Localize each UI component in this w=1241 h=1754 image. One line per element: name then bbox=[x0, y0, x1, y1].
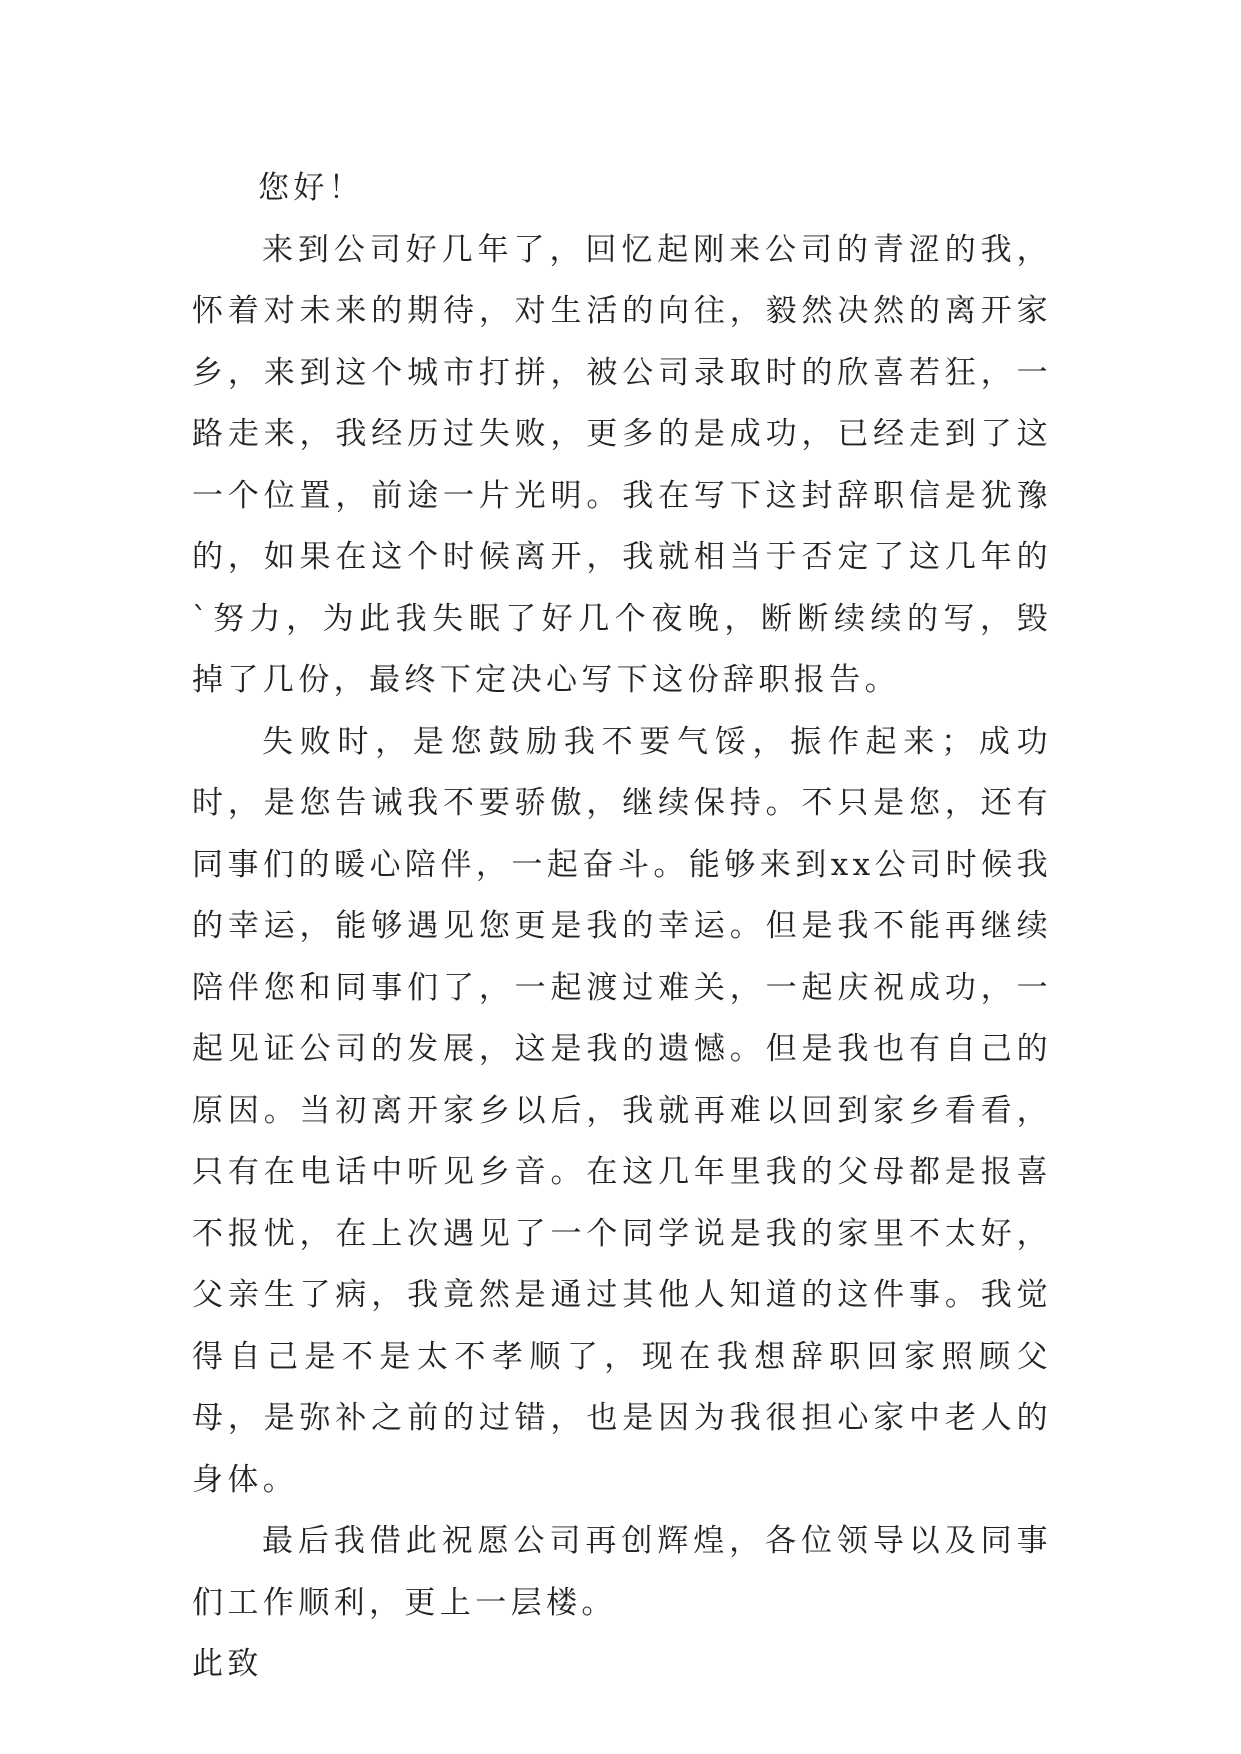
letter-closing: 此致 bbox=[192, 1646, 263, 1682]
letter-paragraph-1: 来到公司好几年了，回忆起刚来公司的青涩的我，怀着对未来的期待，对生活的向往，毅然决然的离开家乡，来到这个城市打拼，被公司录取时的欣喜若狂，一路走来，我经历过失败，更多的是成功，已经走到了这一个位置，前途一片光明。我在写下这封辞职信是犹豫的，如果在这个时候离开，我就相当于否定了这几年的`努力，为此我失眠了好几个夜晚，断断续续的写，毁掉了几份，最终下定决心写下这份辞职报告。 bbox=[192, 231, 1052, 698]
letter-greeting: 您好！ bbox=[258, 170, 365, 206]
letter-paragraph-3: 最后我借此祝愿公司再创辉煌，各位领导以及同事们工作顺利，更上一层楼。 bbox=[192, 1523, 1052, 1621]
letter-paragraph-2: 失败时，是您鼓励我不要气馁，振作起来；成功时，是您告诫我不要骄傲，继续保持。不只是您，还有同事们的暖心陪伴，一起奋斗。能够来到xx公司时候我的幸运，能够遇见您更是我的幸运。但是我不能再继续陪伴您和同事们了，一起渡过难关，一起庆祝成功，一起见证公司的发展，这是我的遗憾。但是我也有自己的原因。当初离开家乡以后，我就再难以回到家乡看看，只有在电话中听见乡音。在这几年里我的父母都是报喜不报忧，在上次遇见了一个同学说是我的家里不太好，父亲生了病，我竟然是通过其他人知道的这件事。我觉得自己是不是太不孝顺了，现在我想辞职回家照顾父母，是弥补之前的过错，也是因为我很担心家中老人的身体。 bbox=[192, 723, 1052, 1498]
letter-body bbox=[192, 158, 1052, 1696]
